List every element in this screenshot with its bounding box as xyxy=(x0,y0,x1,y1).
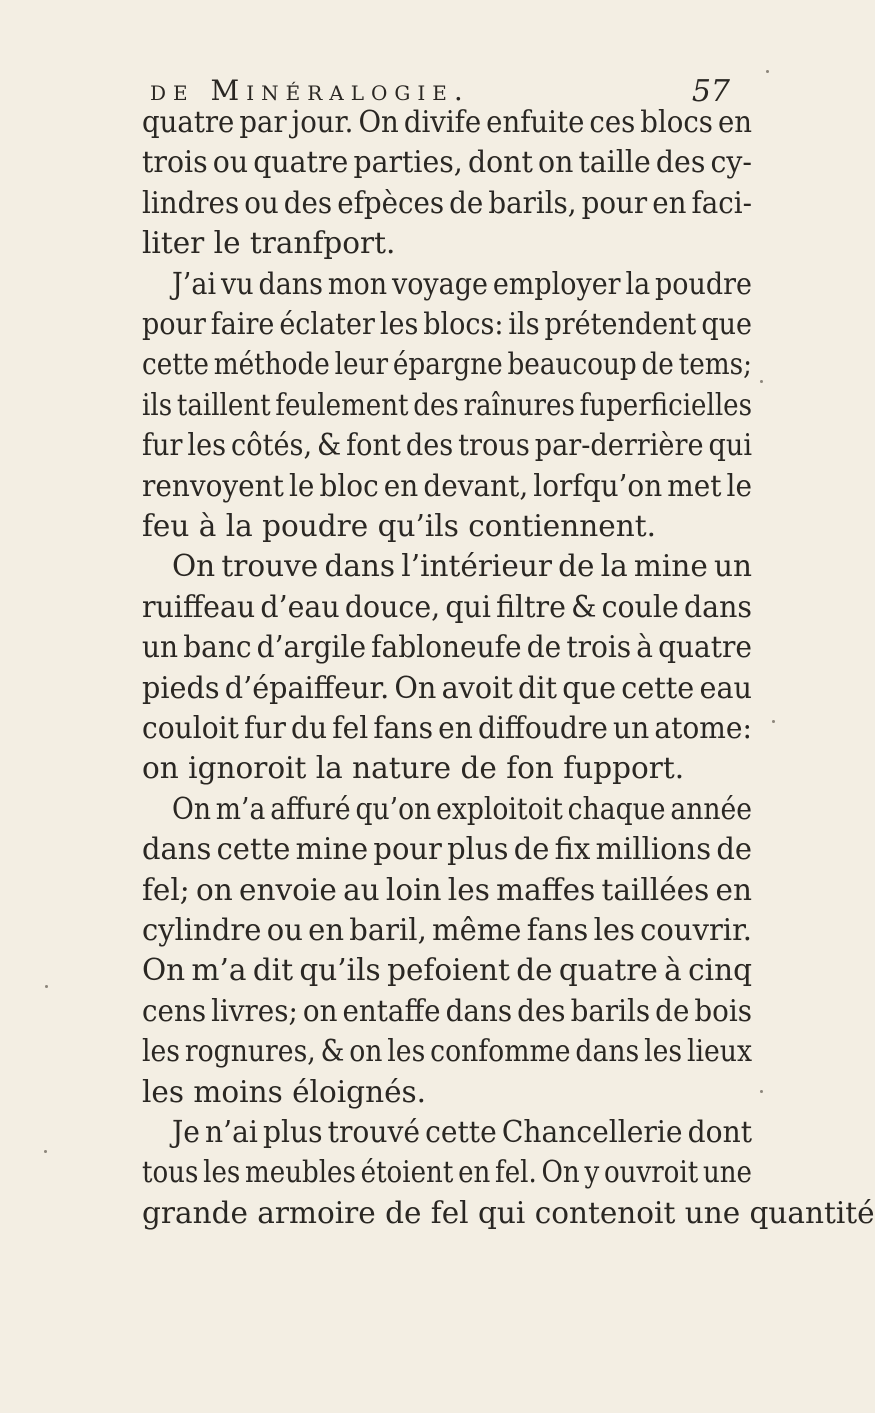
paper-speck xyxy=(772,720,775,723)
text-line: Je n’ai plus trouvé cette Chancellerie dont xyxy=(172,1115,752,1149)
page-number: 57 xyxy=(691,74,730,109)
text-line: liter le tranfport. xyxy=(142,226,396,261)
text-line: On trouve dans l’intérieur de la mine un xyxy=(172,549,752,584)
text-line: lindres ou des efpèces de barils, pour en faci- xyxy=(142,185,752,220)
text-line: renvoyent le bloc en devant, lorfqu’on met le xyxy=(142,468,752,503)
text-line: cylindre ou en baril, même fans les couvrir. xyxy=(142,913,752,947)
text-line: cette méthode leur épargne beaucoup de tems; xyxy=(142,347,752,382)
text-line: pour faire éclater les blocs: ils prétendent que xyxy=(142,307,752,341)
text-line: fur les côtés, & font des trous par-derrière qui xyxy=(142,428,752,463)
paper-speck xyxy=(44,1150,47,1153)
running-head-title: de Minéralogie. xyxy=(150,74,470,107)
text-line: quatre par jour. On divife enfuite ces blocs en xyxy=(142,105,752,139)
text-line: grande armoire de fel qui contenoit une quantité xyxy=(142,1195,875,1230)
paper-speck xyxy=(760,380,763,383)
paper-speck xyxy=(760,1090,763,1093)
paper-speck xyxy=(766,70,769,73)
text-line: les rognures, & on les confomme dans les lieux xyxy=(142,1034,752,1069)
text-line: ruiffeau d’eau douce, qui filtre & coule dans xyxy=(142,589,752,624)
text-line: tous les meubles étoient en fel. On y ouvroit une xyxy=(142,1155,752,1190)
text-line: un banc d’argile fabloneufe de trois à quatre xyxy=(142,630,752,665)
text-line: ils taillent feulement des raînures fuperficielles xyxy=(142,387,752,422)
paper-speck xyxy=(45,985,48,988)
text-line: fel; on envoie au loin les maffes taillées en xyxy=(142,872,752,907)
text-line: On m’a dit qu’ils pefoient de quatre à cinq xyxy=(142,953,752,988)
text-line: on ignoroit la nature de fon fupport. xyxy=(142,751,685,786)
text-line: feu à la poudre qu’ils contiennent. xyxy=(142,509,656,543)
text-line: cens livres; on entaffe dans des barils de bois xyxy=(142,993,752,1028)
text-line: les moins éloignés. xyxy=(142,1074,427,1109)
text-line: couloit fur du fel fans en diffoudre un atome: xyxy=(142,711,752,745)
text-line: On m’a affuré qu’on exploitoit chaque année xyxy=(172,791,752,826)
text-line: J’ai vu dans mon voyage employer la poudre xyxy=(172,266,752,301)
text-line: trois ou quatre parties, dont on taille des cy- xyxy=(142,145,752,180)
text-line: dans cette mine pour plus de fix millions de xyxy=(142,832,752,867)
text-line: pieds d’épaiffeur. On avoit dit que cette eau xyxy=(142,670,752,705)
